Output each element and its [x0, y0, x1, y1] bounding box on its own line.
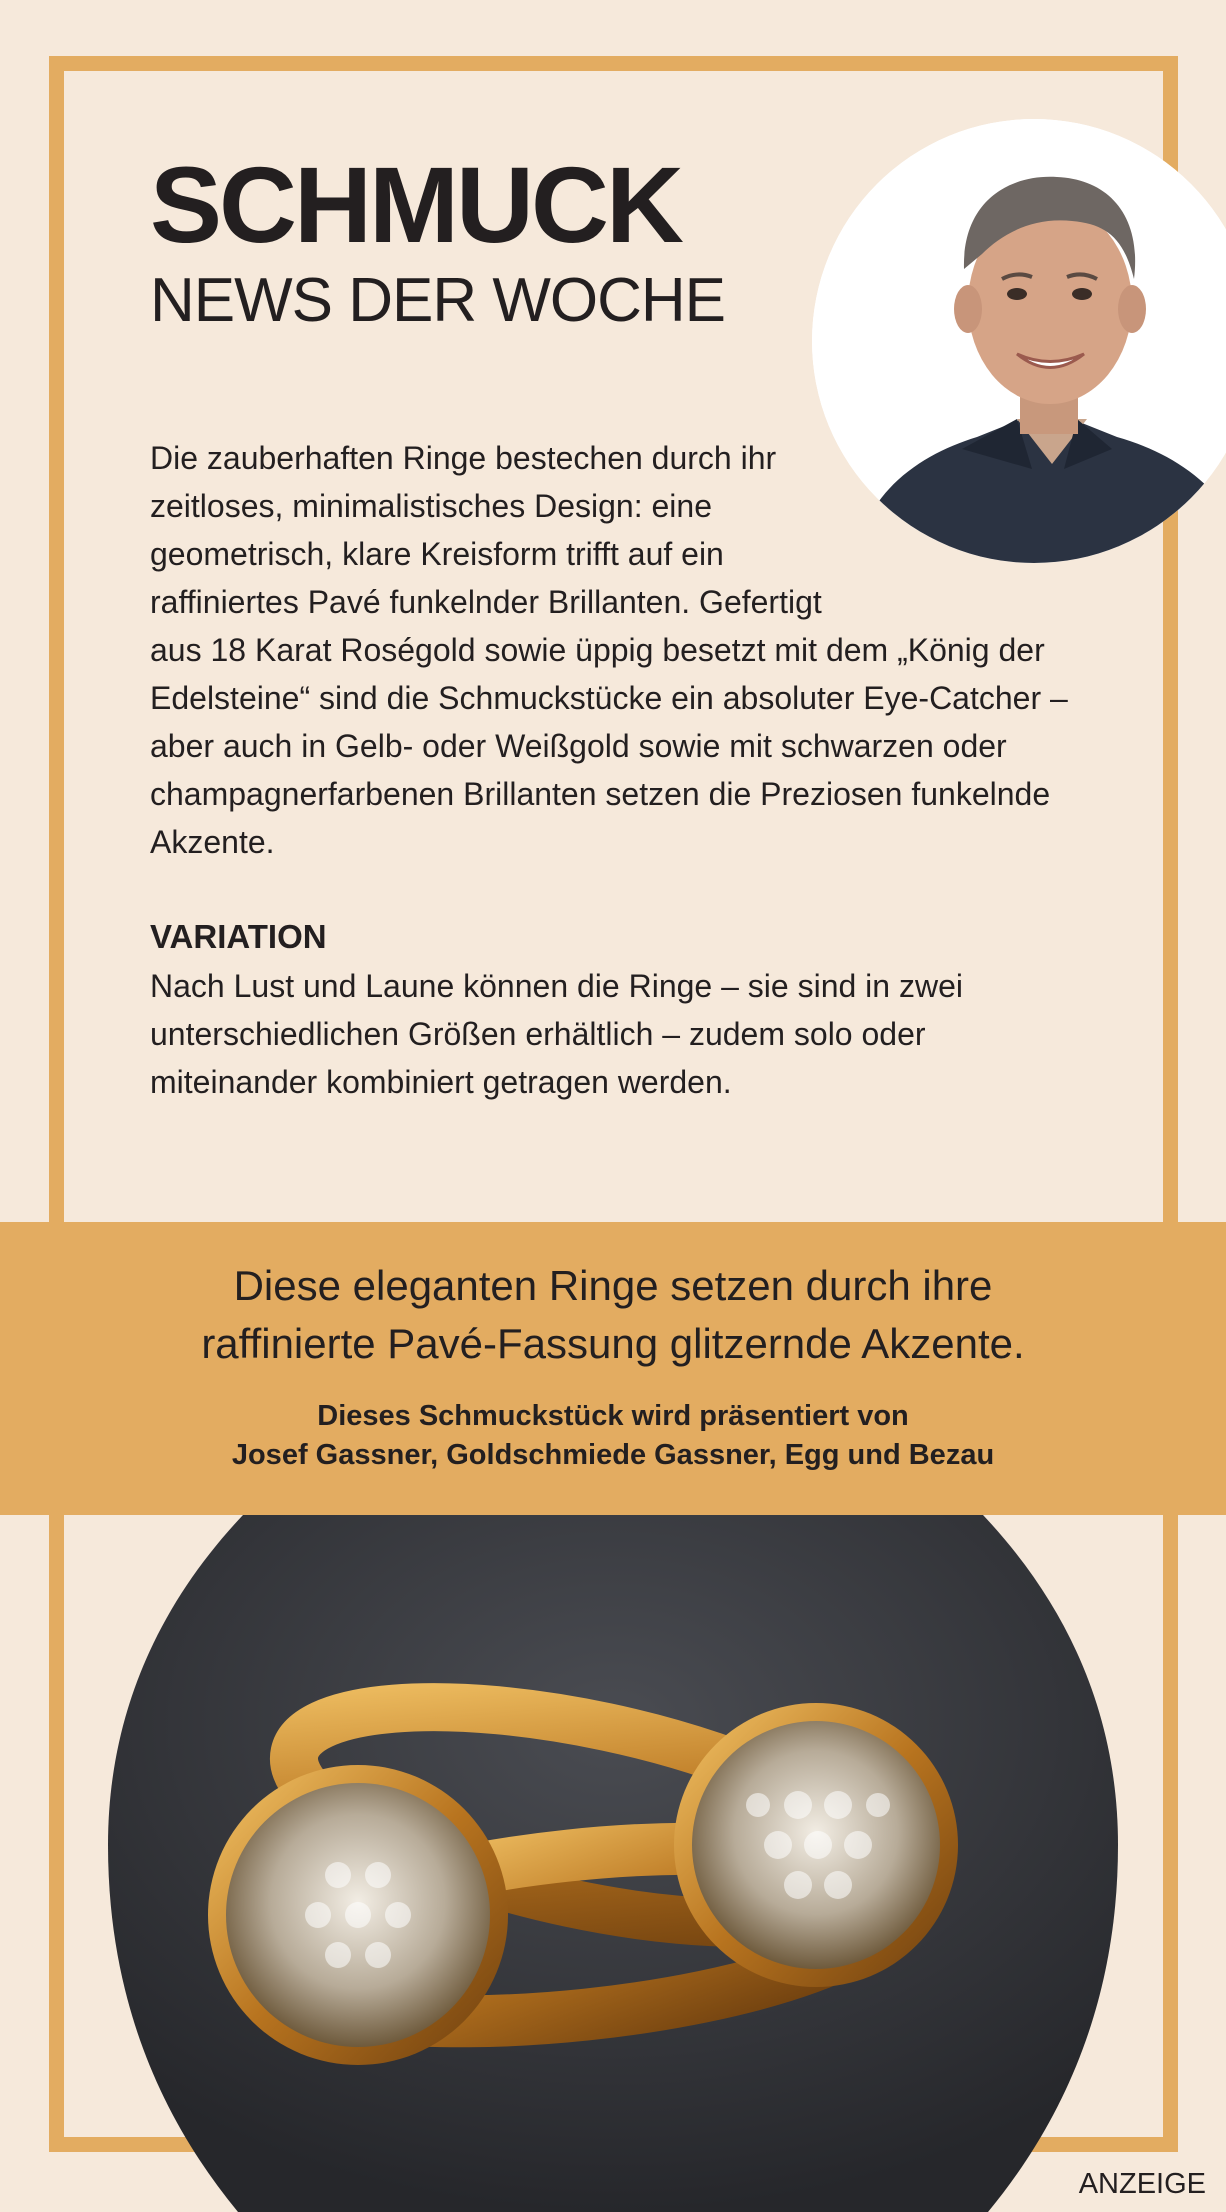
banner-quote-line-1: Diese eleganten Ringe setzen durch ihre — [233, 1262, 993, 1309]
page-subtitle: NEWS DER WOCHE — [150, 266, 725, 335]
intro-paragraph — [150, 434, 1110, 866]
banner-quote — [0, 1257, 1226, 1373]
banner-credit — [0, 1397, 1226, 1475]
ad-label: ANZEIGE — [1078, 2168, 1206, 2200]
banner-credit-line-2: Josef Gassner, Goldschmiede Gassner, Egg und Bezau — [231, 1439, 995, 1471]
banner-credit-line-1: Dieses Schmuckstück wird präsentiert von — [317, 1400, 909, 1432]
page-title: SCHMUCK — [150, 144, 681, 265]
banner-quote-line-2: raffinierte Pavé-Fassung glitzernde Akzente. — [201, 1320, 1025, 1367]
intro-text: Die zauberhaften Ringe bestechen durch ihr zeitloses, minimalistisches Design: eine geometrisch, klare Kreisform trifft auf ein raffiniertes Pavé funkelnder Brillanten. Gefertigt aus 18 Karat Roségold sowie üppig besetzt mit dem „König der Edelsteine“ sind die Schmuckstücke ein absoluter Eye-Catcher – aber auch in Gelb- oder Weißgold sowie mit schwarzen oder champagnerfarbenen Brillanten setzen die Preziosen funkelnde Akzente. — [150, 440, 1068, 860]
ring-photo — [108, 1515, 1118, 2212]
ring-photo-illustration — [108, 1515, 1118, 2212]
section-text: Nach Lust und Laune können die Ringe – sie sind in zwei unterschiedlichen Größen erhältlich – zudem solo oder miteinander kombiniert getragen werden. — [150, 968, 963, 1100]
section-heading: VARIATION — [150, 918, 327, 955]
